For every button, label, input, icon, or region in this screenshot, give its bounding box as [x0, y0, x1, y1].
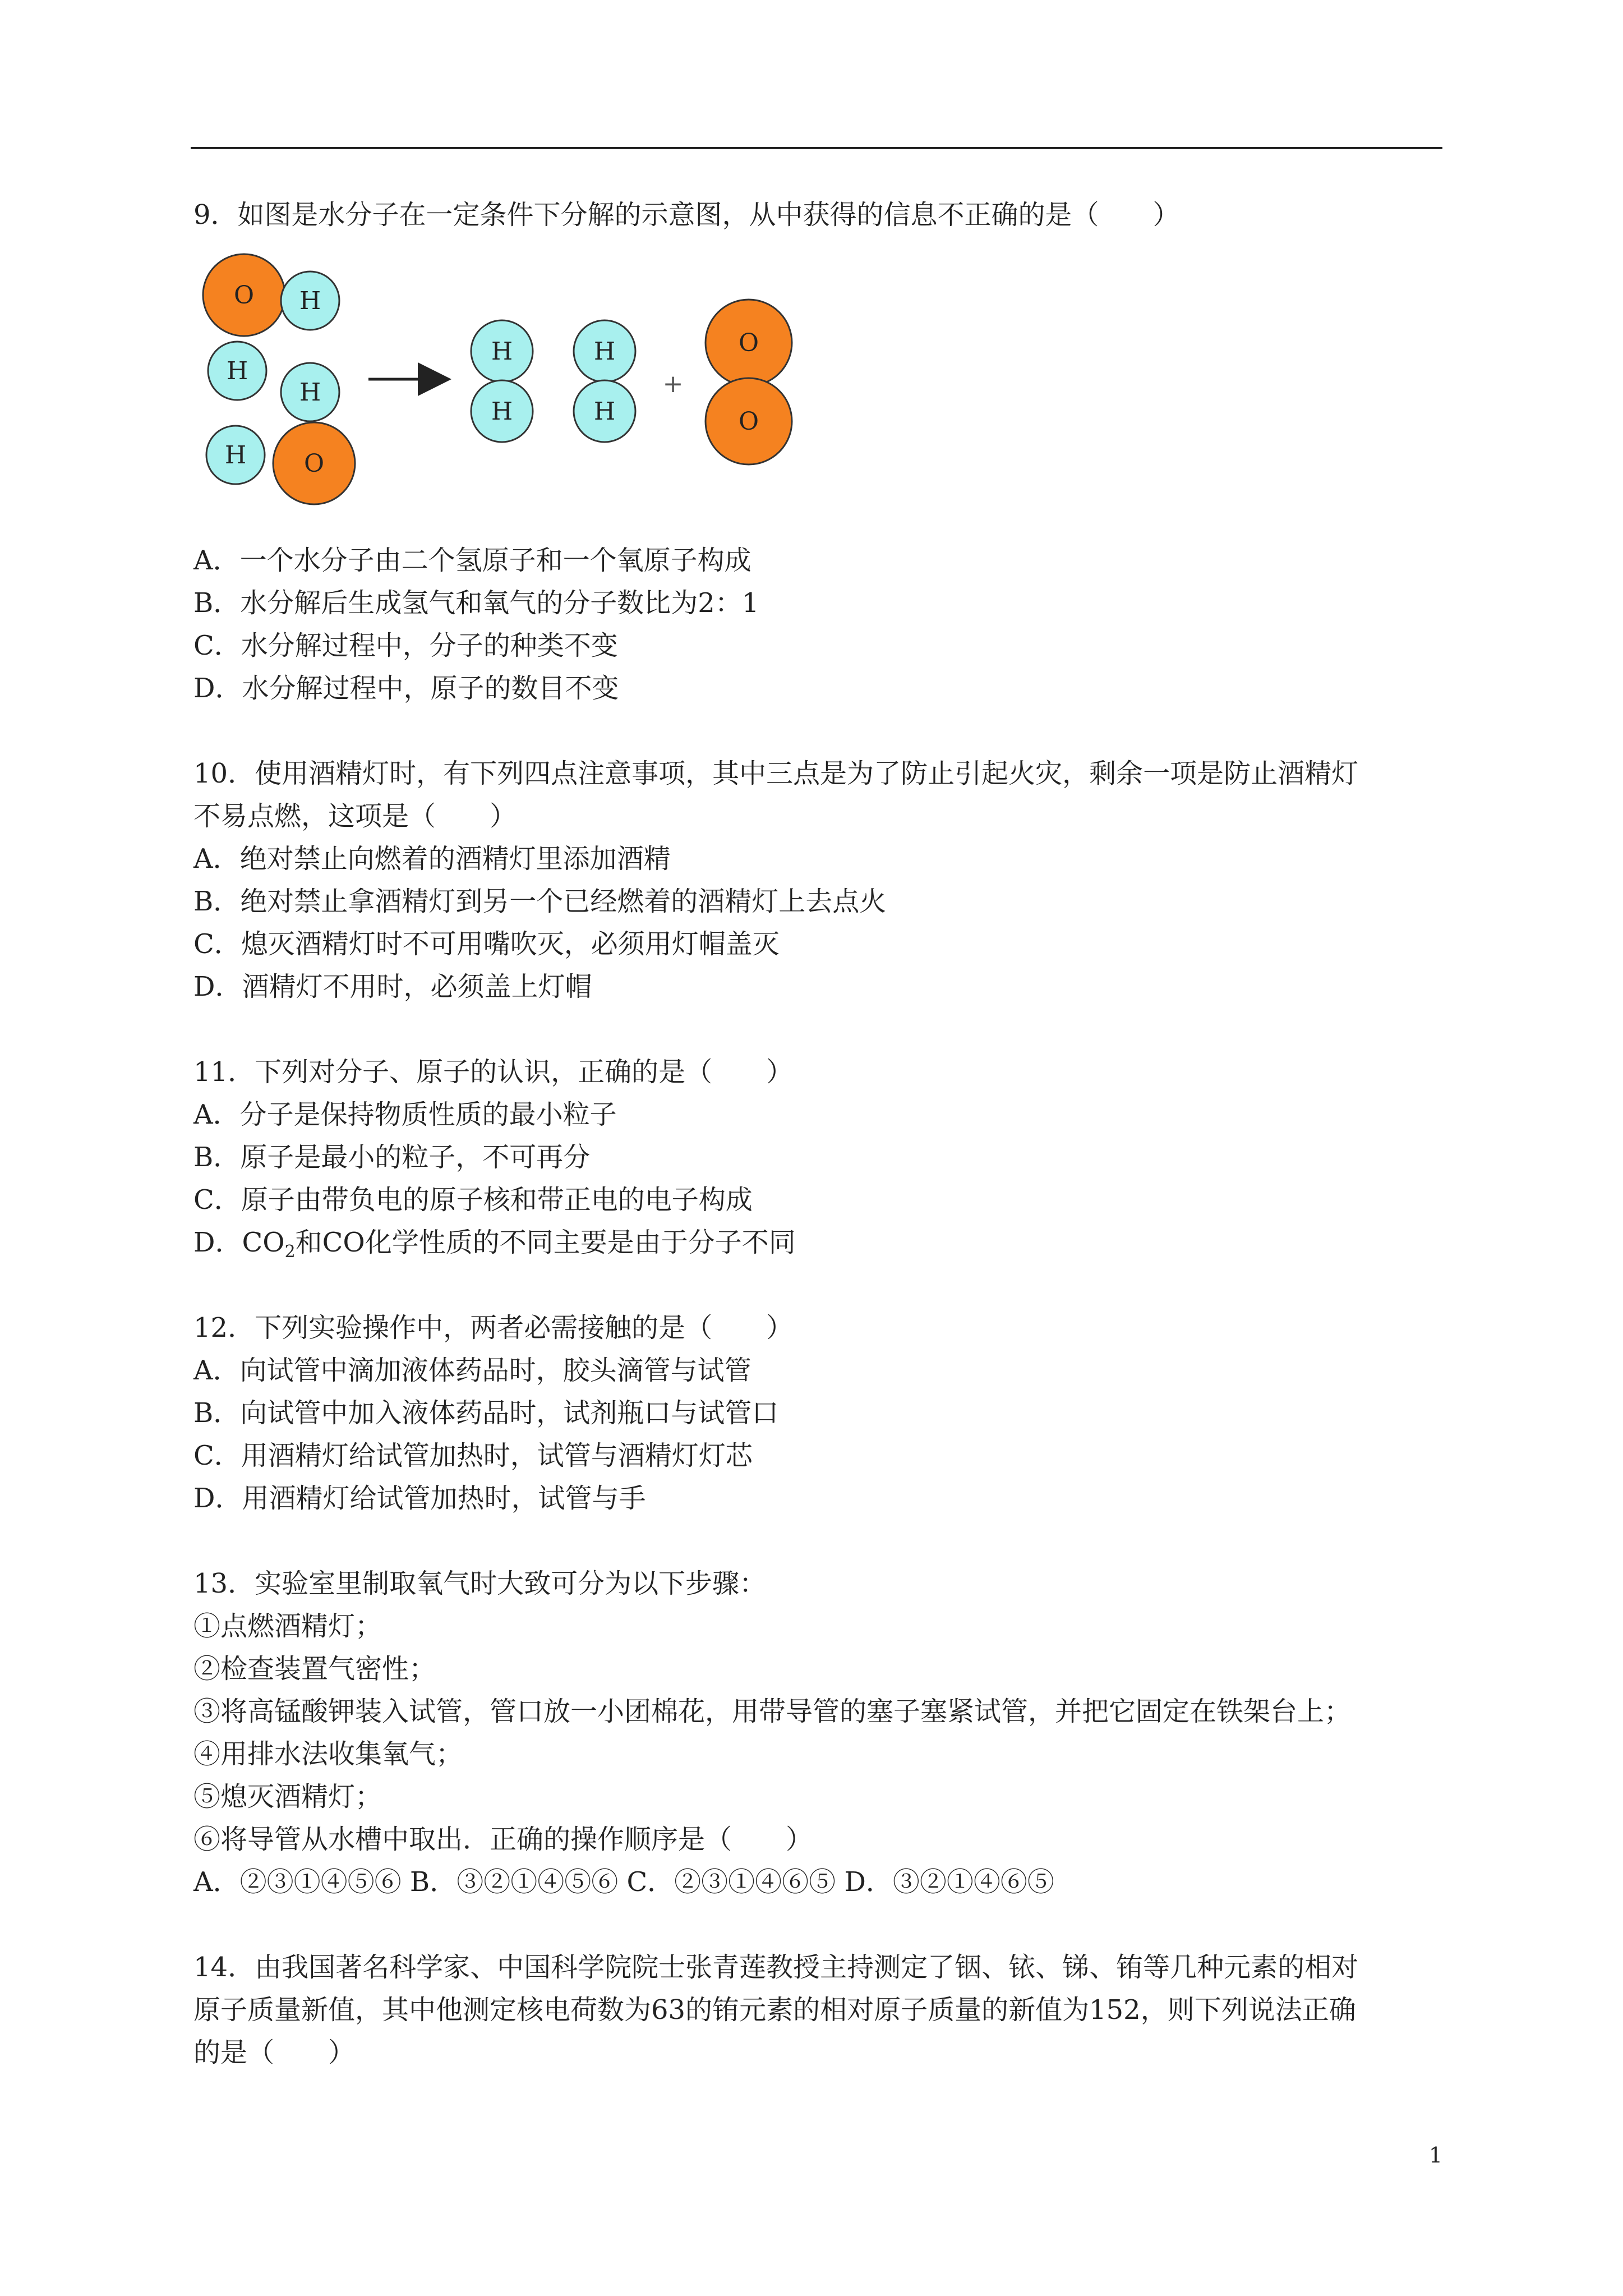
question-13-step-5: ⑤熄灭酒精灯；: [193, 1781, 382, 1812]
question-13: [193, 1562, 1444, 1903]
question-13-stem: 13．实验室里制取氧气时大致可分为以下步骤：: [193, 1568, 767, 1599]
question-10-option-c: C．熄灭酒精灯时不可用嘴吹灭，必须用灯帽盖灭: [193, 928, 780, 960]
option-d-rest: 和CO化学性质的不同主要是由于分子不同: [295, 1227, 796, 1258]
question-11-stem: 11．下列对分子、原子的认识，正确的是（ ）: [193, 1056, 794, 1088]
question-10-option-b: B．绝对禁止拿酒精灯到另一个已经燃着的酒精灯上去点火: [193, 886, 887, 917]
hydrogen-label: H: [491, 397, 513, 426]
question-12-stem: 12．下列实验操作中，两者必需接触的是（ ）: [193, 1312, 794, 1343]
question-12-option-d: D．用酒精灯给试管加热时，试管与手: [193, 1483, 646, 1514]
question-13-step-4: ④用排水法收集氧气；: [193, 1738, 463, 1770]
question-11: [193, 1051, 1444, 1264]
question-14-stem-line-3: 的是（ ）: [193, 2037, 356, 2068]
question-12-option-b: B．向试管中加入液体药品时，试剂瓶口与试管口: [193, 1397, 779, 1429]
question-11-option-a: A．分子是保持物质性质的最小粒子: [193, 1099, 617, 1130]
question-12: [193, 1306, 1444, 1520]
question-14: [193, 1946, 1444, 2074]
oxygen-label: O: [303, 449, 325, 478]
question-13-options: A．②③①④⑤⑥ B．③②①④⑤⑥ C．②③①④⑥⑤ D．③②①④⑥⑤: [193, 1866, 1054, 1898]
hydrogen-label: H: [299, 378, 321, 407]
hydrogen-label: H: [491, 337, 513, 366]
question-13-step-1: ①点燃酒精灯；: [193, 1611, 382, 1642]
hydrogen-molecule-2: [574, 320, 635, 442]
question-9-option-c: C．水分解过程中，分子的种类不变: [193, 630, 618, 661]
question-13-step-3: ③将高锰酸钾装入试管，管口放一小团棉花，用带导管的塞子塞紧试管，并把它固定在铁架台上；: [193, 1696, 1352, 1727]
question-10: [193, 752, 1444, 1008]
hydrogen-molecule-1: [471, 320, 533, 442]
question-9-stem: 9．如图是水分子在一定条件下分解的示意图，从中获得的信息不正确的是（ ）: [193, 199, 1180, 231]
plus-sign: +: [662, 370, 684, 398]
hydrogen-label: H: [224, 441, 247, 470]
water-decomposition-diagram: [193, 253, 822, 522]
question-13-step-2: ②检查装置气密性；: [193, 1653, 436, 1685]
question-14-stem-line-1: 14．由我国著名科学家、中国科学院院士张青莲教授主持测定了铟、铱、锑、铕等几种元素的相对: [193, 1952, 1359, 1983]
hydrogen-label: H: [593, 337, 616, 366]
question-12-option-a: A．向试管中滴加液体药品时，胶头滴管与试管: [193, 1355, 751, 1386]
question-9-option-a: A．一个水分子由二个氢原子和一个氧原子构成: [193, 545, 751, 576]
co2-subscript: 2: [284, 1242, 296, 1262]
question-10-option-a: A．绝对禁止向燃着的酒精灯里添加酒精: [193, 843, 671, 875]
exam-page: [193, 194, 1444, 2074]
option-d-prefix: D．CO: [193, 1227, 285, 1258]
question-9: [193, 194, 1444, 710]
question-11-option-d: [193, 1221, 1444, 1264]
question-11-option-c: C．原子由带负电的原子核和带正电的电子构成: [193, 1184, 753, 1216]
question-11-option-b: B．原子是最小的粒子，不可再分: [193, 1142, 591, 1173]
question-10-stem-line-2: 不易点燃，这项是（ ）: [193, 800, 517, 832]
page-number: 1: [1428, 2143, 1443, 2168]
question-12-option-c: C．用酒精灯给试管加热时，试管与酒精灯灯芯: [193, 1440, 753, 1471]
question-9-option-b: B．水分解后生成氢气和氧气的分子数比为2：1: [193, 587, 759, 619]
question-10-stem-line-1: 10．使用酒精灯时，有下列四点注意事项，其中三点是为了防止引起火灾，剩余一项是防止酒精灯: [193, 758, 1359, 789]
oxygen-molecule: [706, 300, 792, 464]
hydrogen-label: H: [226, 357, 248, 385]
question-10-option-d: D．酒精灯不用时，必须盖上灯帽: [193, 971, 592, 1002]
question-9-option-d: D．水分解过程中，原子的数目不变: [193, 673, 619, 704]
oxygen-label: O: [738, 407, 759, 436]
oxygen-label: O: [233, 281, 255, 310]
oxygen-label: O: [738, 329, 759, 357]
molecule-diagram-svg: [193, 253, 822, 522]
hydrogen-label: H: [593, 397, 616, 426]
hydrogen-label: H: [299, 287, 321, 315]
header-rule: [191, 147, 1442, 149]
question-13-step-6: ⑥将导管从水槽中取出．正确的操作顺序是（ ）: [193, 1824, 813, 1855]
question-14-stem-line-2: 原子质量新值，其中他测定核电荷数为63的铕元素的相对原子质量的新值为152，则下列说法正确: [193, 1994, 1356, 2026]
